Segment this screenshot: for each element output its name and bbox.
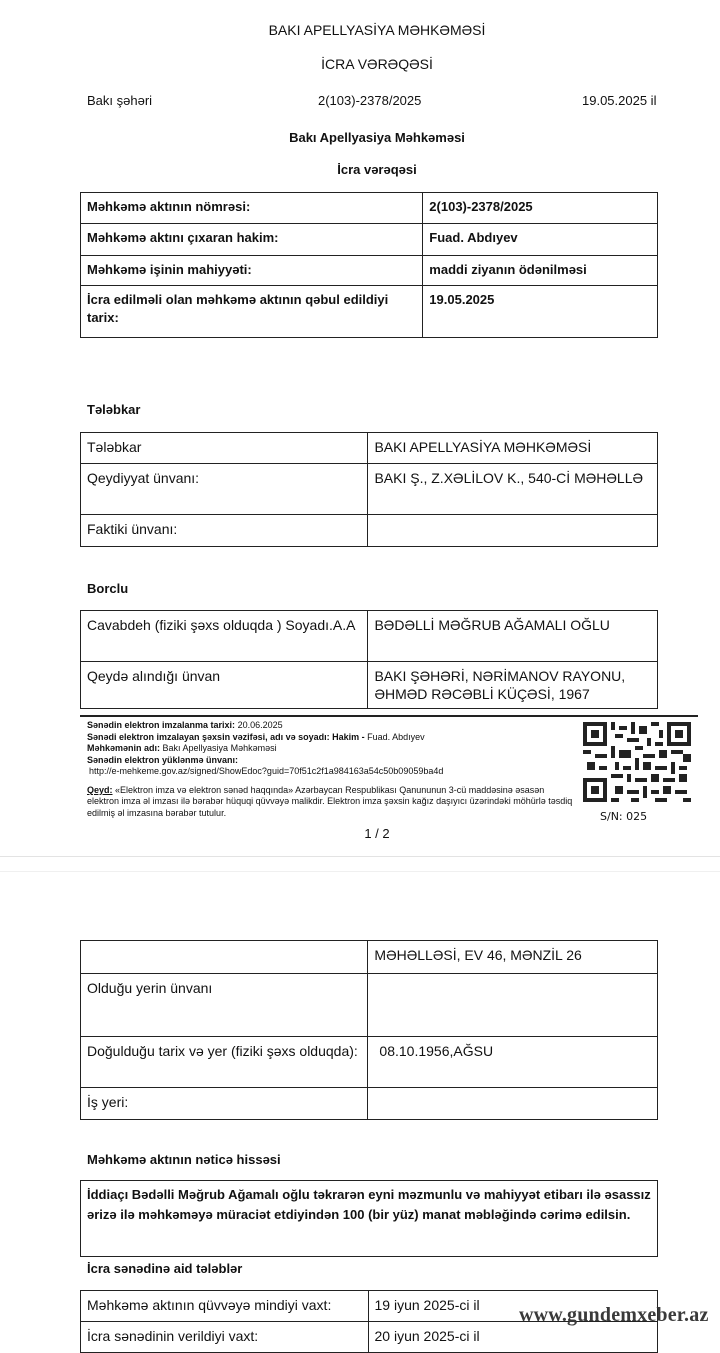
defendant-value: BƏDƏLLİ MƏĞRUB AĞAMALI OĞLU bbox=[368, 611, 658, 662]
adoption-date-value: 19.05.2025 bbox=[423, 286, 658, 338]
site-watermark: www.gundemxeber.az bbox=[519, 1304, 709, 1326]
registered-address-label: Qeydə alındığı ünvan bbox=[81, 662, 368, 709]
qr-code-icon bbox=[583, 722, 691, 802]
page-separator bbox=[0, 856, 720, 857]
case-essence-label: Məhkəmə işinin mahiyyəti: bbox=[81, 256, 423, 286]
judge-label: Məhkəmə aktını çıxaran hakim: bbox=[81, 224, 423, 256]
table-row bbox=[81, 193, 658, 224]
signer-label: Sənədi elektron imzalayan şəxsin vəzifəsi, adı və soyadı: Hakim - bbox=[87, 731, 365, 742]
note-text: «Elektron imza və elektron sənəd haqqında» Azərbaycan Respublikası Qanununun 3-cü maddəsinə əsasən elektron imza əl imzası ilə bərabər hüquqi qüvvəyə malikdir. Elektron imza şəxsin kağız daşıyıcı üzərindəki möhürlə təsdiq edilmiş əl imzasına bərabər tutulur. bbox=[87, 784, 573, 818]
case-essence-value: maddi ziyanın ödənilməsi bbox=[423, 256, 658, 286]
debtor-table bbox=[80, 610, 658, 709]
signature-block bbox=[87, 720, 577, 819]
doc-title: İcra vərəqəsi bbox=[337, 162, 417, 177]
defendant-label: Cavabdeh (fiziki şəxs olduqda ) Soyadı.A.A bbox=[81, 611, 368, 662]
claimant-heading: Tələbkar bbox=[87, 402, 141, 417]
sign-date-value: 20.06.2025 bbox=[237, 720, 283, 730]
signer-value: Fuad. Abdıyev bbox=[367, 731, 425, 742]
effective-date-value: 19 iyun 2025-ci il bbox=[368, 1291, 657, 1322]
issue-date-label: İcra sənədinin verildiyi vaxt: bbox=[81, 1322, 369, 1353]
table-row bbox=[81, 224, 658, 256]
birth-value: 08.10.1956,AĞSU bbox=[368, 1037, 658, 1088]
case-number: 2(103)-2378/2025 bbox=[318, 93, 422, 108]
table-row bbox=[81, 464, 658, 515]
page-number: 1 / 2 bbox=[364, 826, 390, 841]
header-date: 19.05.2025 il bbox=[582, 93, 657, 108]
continued-label bbox=[81, 941, 368, 974]
requirements-heading: İcra sənədinə aid tələblər bbox=[87, 1261, 243, 1276]
adoption-date-label: İcra edilməli olan məhkəmə aktının qəbul edildiyi tarix: bbox=[81, 286, 423, 338]
workplace-label: İş yeri: bbox=[81, 1088, 368, 1120]
page-separator bbox=[0, 871, 720, 872]
claimant-value: BAKI APELLYASİYA MƏHKƏMƏSİ bbox=[368, 433, 658, 464]
actual-address-label: Faktiki ünvanı: bbox=[81, 515, 368, 547]
result-heading: Məhkəmə aktının nəticə hissəsi bbox=[87, 1152, 281, 1167]
act-number-value: 2(103)-2378/2025 bbox=[423, 193, 658, 224]
table-row bbox=[81, 611, 658, 662]
registration-address-value: BAKI Ş., Z.XƏLİLOV K., 540-Cİ MƏHƏLLƏ bbox=[368, 464, 658, 515]
court-title: Bakı Apellyasiya Məhkəməsi bbox=[289, 130, 465, 145]
court-title-caps: BAKI APELLYASİYA MƏHKƏMƏSİ bbox=[268, 22, 486, 38]
table-row bbox=[81, 256, 658, 286]
judge-value: Fuad. Abdıyev bbox=[423, 224, 658, 256]
sign-date-label: Sənədin elektron imzalanma tarixi: bbox=[87, 720, 236, 730]
table-row bbox=[81, 515, 658, 547]
result-text: İddiaçı Bədəlli Məğrub Ağamalı oğlu təkrarən eyni məzmunlu və mahiyyət etibarı ilə əsassız ərizə ilə məhkəməyə müraciət etdiyindən 100 (bir yüz) manat məbləğində cərimə edilsin. bbox=[80, 1180, 658, 1257]
act-number-label: Məhkəmə aktının nömrəsi: bbox=[81, 193, 423, 224]
debtor-continued-table bbox=[80, 940, 658, 1120]
location-address-value bbox=[368, 974, 658, 1037]
issue-date-value: 20 iyun 2025-ci il bbox=[368, 1322, 657, 1353]
signature-divider bbox=[80, 715, 698, 717]
note-label: Qeyd: bbox=[87, 784, 113, 795]
act-info-table bbox=[80, 192, 658, 338]
table-row bbox=[81, 1088, 658, 1120]
debtor-heading: Borclu bbox=[87, 581, 129, 596]
upload-address-label: Sənədin elektron yüklənmə ünvanı: bbox=[87, 754, 239, 765]
registered-address-value: BAKI ŞƏHƏRİ, NƏRİMANOV RAYONU, ƏHMƏD RƏCƏBLİ KÜÇƏSİ, 1967 bbox=[368, 662, 658, 709]
table-row bbox=[81, 662, 658, 709]
upload-url[interactable]: http://e-mehkeme.gov.az/signed/ShowEdoc?guid=70f51c2f1a984163a54c50b09059ba4d bbox=[89, 766, 444, 776]
table-row bbox=[81, 941, 658, 974]
court-name-value: Bakı Apellyasiya Məhkəməsi bbox=[162, 743, 277, 753]
claimant-label: Tələbkar bbox=[81, 433, 368, 464]
effective-date-label: Məhkəmə aktının qüvvəyə mindiyi vaxt: bbox=[81, 1291, 369, 1322]
city: Bakı şəhəri bbox=[87, 93, 153, 108]
workplace-value bbox=[368, 1088, 658, 1120]
serial-number: S/N: 025 bbox=[600, 810, 648, 823]
registration-address-label: Qeydiyyat ünvanı: bbox=[81, 464, 368, 515]
court-name-label: Məhkəmənin adı: bbox=[87, 743, 161, 753]
claimant-table bbox=[80, 432, 658, 547]
birth-label: Doğulduğu tarix və yer (fiziki şəxs olduqda): bbox=[81, 1037, 368, 1088]
doc-title-caps: İCRA VƏRƏQƏSİ bbox=[321, 56, 433, 72]
table-row bbox=[81, 433, 658, 464]
table-row bbox=[81, 974, 658, 1037]
location-address-label: Olduğu yerin ünvanı bbox=[81, 974, 368, 1037]
continued-address-value: MƏHƏLLƏSİ, EV 46, MƏNZİL 26 bbox=[368, 941, 658, 974]
actual-address-value bbox=[368, 515, 658, 547]
table-row bbox=[81, 1037, 658, 1088]
table-row bbox=[81, 286, 658, 338]
